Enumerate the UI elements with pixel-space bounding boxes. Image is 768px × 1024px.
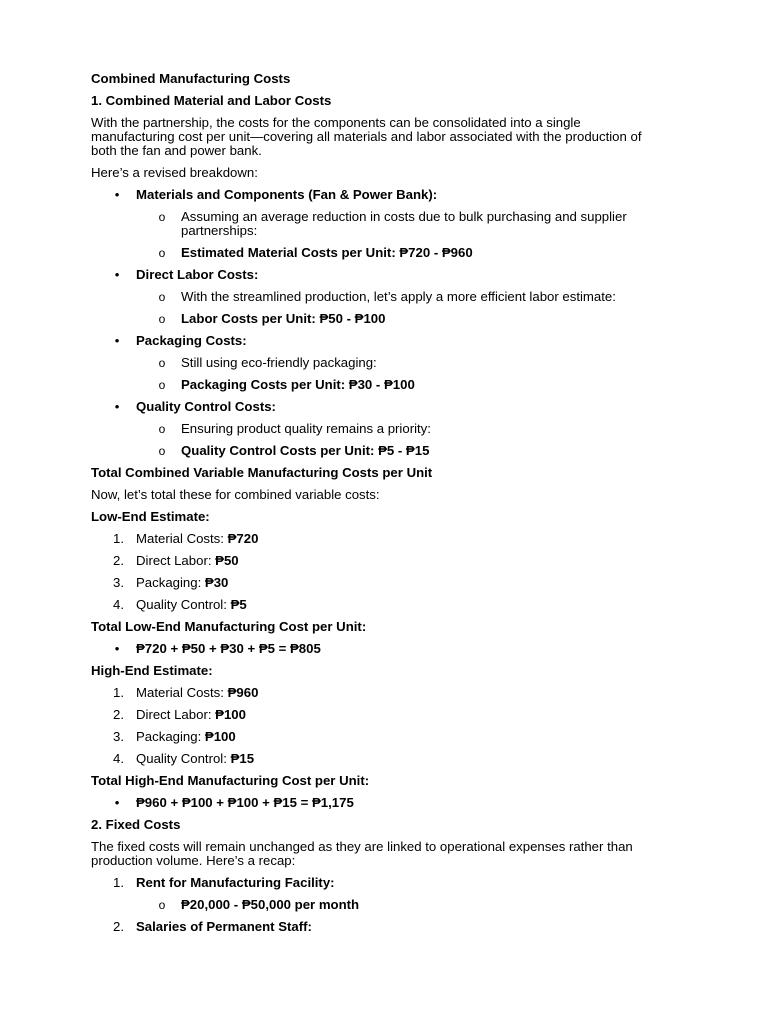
list-number: 4. [113, 751, 124, 766]
list-number: 3. [113, 575, 124, 590]
totals-intro: Now, let’s total these for combined variable costs: [91, 487, 380, 502]
low-end-total-heading: Total Low-End Manufacturing Cost per Unit: [91, 619, 367, 634]
list-number: 2. [113, 707, 124, 722]
list-item: Material Costs: ₱720 [136, 531, 259, 546]
bullet-marker: • [114, 641, 120, 656]
list-item: Packaging: ₱30 [136, 575, 229, 590]
totals-heading: Total Combined Variable Manufacturing Costs per Unit [91, 465, 433, 480]
list-item-salaries-title: Salaries of Permanent Staff: [136, 919, 312, 934]
list-number: 1. [113, 531, 124, 546]
circle-marker: o [158, 898, 166, 912]
low-end-heading: Low-End Estimate: [91, 509, 210, 524]
high-end-total-heading: Total High-End Manufacturing Cost per Unit: [91, 773, 370, 788]
list-item: Quality Control: ₱5 [136, 597, 247, 612]
sub-item-text: partnerships: [181, 223, 258, 238]
list-item-packaging-title: Packaging Costs: [136, 333, 247, 348]
high-end-heading: High-End Estimate: [91, 663, 213, 678]
list-item-quality-title: Quality Control Costs: [136, 399, 276, 414]
bullet-marker: • [114, 333, 120, 348]
circle-marker: o [158, 312, 166, 326]
list-number: 2. [113, 919, 124, 934]
sub-item-text: With the streamlined production, let’s apply a more efficient labor estimate: [181, 289, 616, 304]
circle-marker: o [158, 246, 166, 260]
paragraph-line: manufacturing cost per unit—covering all materials and labor associated with the production of [91, 129, 642, 144]
circle-marker: o [158, 210, 166, 224]
list-item: Packaging: ₱100 [136, 729, 236, 744]
list-number: 4. [113, 597, 124, 612]
list-item-rent-title: Rent for Manufacturing Facility: [136, 875, 335, 890]
material-cost-estimate: Estimated Material Costs per Unit: ₱720 - ₱960 [181, 245, 473, 260]
packaging-cost-estimate: Packaging Costs per Unit: ₱30 - ₱100 [181, 377, 415, 392]
bullet-marker: • [114, 187, 120, 202]
bullet-marker: • [114, 267, 120, 282]
sub-item-text: Assuming an average reduction in costs due to bulk purchasing and supplier [181, 209, 627, 224]
rent-cost-detail: ₱20,000 - ₱50,000 per month [181, 897, 360, 912]
high-end-total-formula: ₱960 + ₱100 + ₱100 + ₱15 = ₱1,175 [136, 795, 354, 810]
labor-cost-estimate: Labor Costs per Unit: ₱50 - ₱100 [181, 311, 386, 326]
list-number: 2. [113, 553, 124, 568]
breakdown-intro: Here’s a revised breakdown: [91, 165, 258, 180]
list-number: 3. [113, 729, 124, 744]
sub-item-text: Ensuring product quality remains a priority: [181, 421, 431, 436]
section-heading-combined-costs: 1. Combined Material and Labor Costs [91, 93, 332, 108]
bullet-marker: • [114, 399, 120, 414]
circle-marker: o [158, 378, 166, 392]
paragraph-line: both the fan and power bank. [91, 143, 262, 158]
paragraph-line: production volume. Here’s a recap: [91, 853, 296, 868]
list-item-labor-title: Direct Labor Costs: [136, 267, 259, 282]
list-item-materials-title: Materials and Components (Fan & Power Bank): [136, 187, 438, 202]
paragraph-line: The fixed costs will remain unchanged as they are linked to operational expenses rather than [91, 839, 633, 854]
list-number: 1. [113, 875, 124, 890]
paragraph-line: With the partnership, the costs for the components can be consolidated into a single [91, 115, 581, 130]
bullet-marker: • [114, 795, 120, 810]
sub-item-text: Still using eco-friendly packaging: [181, 355, 377, 370]
list-item: Material Costs: ₱960 [136, 685, 259, 700]
circle-marker: o [158, 422, 166, 436]
circle-marker: o [158, 356, 166, 370]
section-heading-fixed-costs: 2. Fixed Costs [91, 817, 181, 832]
list-item: Direct Labor: ₱100 [136, 707, 246, 722]
list-number: 1. [113, 685, 124, 700]
low-end-total-formula: ₱720 + ₱50 + ₱30 + ₱5 = ₱805 [136, 641, 321, 656]
quality-cost-estimate: Quality Control Costs per Unit: ₱5 - ₱15 [181, 443, 430, 458]
list-item: Quality Control: ₱15 [136, 751, 255, 766]
document-title: Combined Manufacturing Costs [91, 71, 291, 86]
circle-marker: o [158, 444, 166, 458]
circle-marker: o [158, 290, 166, 304]
list-item: Direct Labor: ₱50 [136, 553, 239, 568]
